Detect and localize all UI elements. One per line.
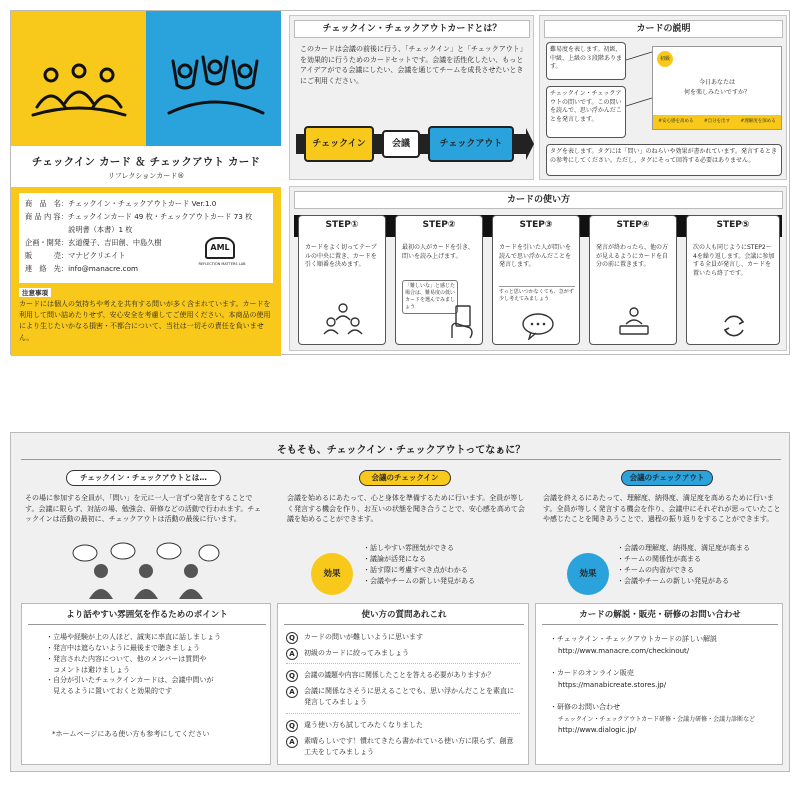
- contact-link[interactable]: http://www.dialogic.jp/: [558, 726, 637, 734]
- checkin-effects: [363, 543, 533, 586]
- point-item: ・発言された内容について、他のメンバーは質問や: [46, 654, 207, 663]
- people-at-table-icon: [323, 302, 363, 336]
- contact-link[interactable]: http://www.manacre.com/checkinout/: [558, 647, 690, 655]
- tag: #自分を出す: [703, 119, 731, 124]
- heading-divider: [21, 459, 781, 460]
- card-on-table-icon: [614, 306, 654, 336]
- step-label: STEP⑤: [716, 220, 750, 230]
- product-info-block: [11, 187, 281, 356]
- step-text: 発言が終わったら、他の方が見えるようにカードを自分の前に置きます。: [596, 244, 669, 269]
- card-desc-title: カードの説明: [544, 20, 783, 38]
- checkin-label: 会議のチェックイン: [359, 470, 451, 486]
- point-item: 見えるように置いておくと効果的です: [46, 687, 172, 696]
- howto-title: カードの使い方: [294, 191, 783, 209]
- checkout-text: 会議を終えるにあたって、理解度、納得度、満足度を高めるために行います。全員が等しく発言する機会を作り、会議中にそれぞれが思っていたことや感じたことを聞きあうことで、過程の振り返りをすることができます。: [543, 494, 781, 523]
- faq-question: カードの問いが難しいように思います: [304, 633, 423, 641]
- difficulty-note-text: 難易度を表します。初級、中級、上級の３段階あります。: [550, 46, 623, 71]
- effect-item: ・チームの内省ができる: [617, 565, 694, 574]
- point-item: ・立場や経験が上の人ほど、誠実に率直に話しましょう: [46, 633, 221, 641]
- step-label: STEP③: [519, 220, 553, 230]
- effect-item: ・会議やチームの新しい発見がある: [617, 576, 729, 585]
- tag-note: [546, 144, 782, 176]
- faq-answer: 素晴らしいです！慣れてきたら書かれている使い方に限らず、創意工夫をしてみましょう: [304, 737, 514, 756]
- point-item: ・発言中は遮らないように最後まで聴きましょう: [46, 643, 200, 652]
- faq-answer: 会議に関係なさそうに思えることでも、思い浮かんだことを素直に発言してみましょう: [304, 687, 514, 706]
- step-subnote: [499, 286, 575, 308]
- group-talking-illustration: [71, 541, 221, 601]
- notice-text: カードには個人の気持ちや考えを共有する問いが多く含まれています。カードを利用して問い詰めたりせず、安心安全を考慮してご使用ください。本商品の使用により生じたいかなる損害・不都合について、当社は一切その責任を負いません。: [19, 300, 271, 342]
- cover-title: チェックイン カード ＆ チェックアウト カード: [31, 156, 261, 168]
- points-title: より話やすい雰囲気を作るためのポイント: [66, 610, 228, 620]
- point-item: コメントは避けましょう: [46, 665, 130, 674]
- step-label: STEP①: [325, 220, 359, 230]
- sample-card-tags: [653, 115, 781, 129]
- about-text: このカードは会議の前後に行う、「チェックイン」と「チェックアウト」を効果的に行うためのカードセットです。会議を活性化したい、もっとアイデアがでる会議にしたい、会議を通じてチームを成長させたいときにご利用ください。: [300, 45, 524, 85]
- contact-divider: [542, 624, 778, 625]
- people-cheering-illustration: [163, 55, 268, 117]
- question-note: [546, 86, 626, 138]
- what-is-label: チェックイン・チェックアウトとは…: [66, 470, 221, 486]
- effect-item: ・チームの関係性が高まる: [617, 554, 701, 563]
- card-description-panel: [539, 15, 787, 180]
- checkin-effect-badge: 効果: [311, 553, 353, 595]
- points-divider: [28, 624, 266, 625]
- faq-title: 使い方の質問あれこれ: [361, 610, 447, 620]
- product-line: 連 絡 先：info@manacre.com: [25, 264, 138, 273]
- flow-arrow-head: [526, 128, 534, 160]
- contact-item-label: ・チェックイン・チェックアウトカードの詳しい解説: [550, 635, 718, 643]
- faq-item-3: [286, 718, 520, 762]
- difficulty-note: [546, 42, 626, 80]
- faq-question: 違う使い方も試してみたくなりました: [304, 721, 423, 729]
- faq-divider: [284, 624, 524, 625]
- contact-item-label: ・研修のお問い合わせ: [550, 703, 620, 711]
- logo-subtext: REFLECTION MATTERS LAB: [198, 262, 246, 266]
- step-card-2: [395, 215, 483, 345]
- contact-item-sub: チェックイン・チェックアウトカード研修・会議力研修・会議力診断など: [558, 716, 756, 723]
- speech-bubble-icon: [521, 312, 555, 340]
- step-card-4: [589, 215, 677, 345]
- contact-panel: [535, 603, 783, 765]
- product-line: 商 品 名：チェックイン・チェックアウトカード Ver.1.0: [25, 199, 217, 208]
- step-text: 最初の人がカードを引き、問いを読み上げます。: [402, 244, 474, 260]
- question-icon: Q: [286, 720, 298, 732]
- faq-item-1: [286, 630, 520, 664]
- callout-lines: [626, 46, 656, 136]
- checkout-label: 会議のチェックアウト: [621, 470, 713, 486]
- flow-checkout: チェックアウト: [428, 126, 514, 162]
- product-info-card: [19, 193, 273, 283]
- faq-answer: 初級のカードに絞ってみましょう: [304, 649, 409, 657]
- top-sheet: [10, 10, 790, 355]
- checkin-text: 会議を始めるにあたって、心と身体を準備するために行います。全員が等しく発言する機会を作り、お互いの状態を聞き合うことで、安心感を高めて会議を始めることができます。: [287, 494, 525, 523]
- tag: #理解度を深める: [740, 119, 776, 124]
- notice-label: 注意事項: [19, 288, 51, 297]
- tag: #安心感を高める: [658, 119, 694, 124]
- step-card-3: [492, 215, 580, 345]
- question-icon: Q: [286, 670, 298, 682]
- faq-item-2: [286, 668, 520, 714]
- step-text: 次の人も同じようにSTEP2〜4を繰り返します。会議に参加する全員が発言し、カードを置いたら終了です。: [693, 244, 775, 278]
- faq-panel: [277, 603, 529, 765]
- sample-card-level: 初級: [657, 51, 673, 67]
- bottom-heading: そもそも、チェックイン・チェックアウトってなぁに？: [276, 445, 526, 456]
- step-label: STEP④: [616, 220, 650, 230]
- product-line: 説明書（本書）1 枚: [25, 225, 133, 234]
- sample-card-q2: 何を楽しみたいですか？: [683, 89, 750, 96]
- points-footnote: *ホームページにある使い方も参考にしてください: [52, 730, 210, 738]
- answer-icon: A: [286, 648, 298, 660]
- sample-card-q1: 今日あなたは: [698, 79, 735, 86]
- tag-note-text: タグを表します。タグには「問い」のねらいや効果が書かれています。発言するときの参考にしてください。ただし、タグにそって回答する必要はありません。: [550, 148, 778, 164]
- product-line: 商 品 内 容：チェックインカード 49 枚・チェックアウトカード 73 枚: [25, 212, 253, 221]
- product-line: 企画・開発：玄道優子、吉田創、中島久樹: [25, 238, 162, 247]
- question-icon: Q: [286, 632, 298, 644]
- effect-item: ・話しやすい雰囲気ができる: [363, 544, 454, 552]
- about-panel: [289, 15, 534, 180]
- step-subnote-text: すっと思いつかなくても、急がず少し考えてみましょう: [499, 289, 574, 302]
- effect-item: ・議論が活発になる: [363, 554, 426, 563]
- point-item: ・自分が引いたチェックインカードは、会議中問いが: [46, 676, 214, 685]
- product-line: 販 売：マナビクリエイト: [25, 251, 126, 260]
- bottom-sheet: [10, 432, 790, 772]
- howto-panel: [289, 186, 787, 351]
- repeat-cycle-icon: [720, 312, 748, 340]
- faq-question: 会議の議題や内容に関係したことを答える必要がありますか？: [304, 671, 495, 679]
- about-title: チェックイン・チェックアウトカードとは？: [294, 20, 530, 38]
- step-text: カードを引いた人が問いを読んで思い浮かんだことを発言します。: [499, 244, 572, 269]
- contact-item-label: ・カードのオンライン販売: [550, 669, 634, 677]
- cover-subtitle: リフレクションカード®: [107, 172, 185, 180]
- hand-holding-card-icon: [448, 304, 478, 340]
- step-card-1: [298, 215, 386, 345]
- what-is-text: その場に参加する全員が、「問い」を元に一人一言ずつ発言をすることです。会議に限らず、対話の場、勉強会、研修などの活動で行われます。チェックインは活動の最初に、チェックアウトは活動の最後に行います。: [25, 494, 262, 523]
- effect-item: ・会議やチームの新しい発見がある: [363, 576, 475, 585]
- question-note-text: チェックイン・チェックアウトの問いです。この問いを読んで、思い浮かんだことを発言します。: [550, 90, 622, 124]
- answer-icon: A: [286, 686, 298, 698]
- step-subnote-text: 「難しいな」と感じた場合は、難易度の低いカードを選んでみましょう: [405, 283, 456, 310]
- step-text: カードをよく切ってテーブルの中央に置き、カードを引く順番を決めます。: [305, 244, 377, 269]
- contact-link[interactable]: https://manabicreate.stores.jp/: [558, 681, 667, 689]
- flow-meeting: 会議: [382, 130, 420, 158]
- points-list: [46, 632, 266, 697]
- flow-checkin: チェックイン: [304, 126, 374, 162]
- effect-item: ・話す際に考慮すべき点がわかる: [363, 565, 468, 574]
- step-card-5: [686, 215, 780, 345]
- points-panel: [21, 603, 271, 765]
- logo-text: AML: [210, 243, 230, 252]
- step-label: STEP②: [422, 220, 456, 230]
- checkout-effects: [617, 543, 787, 586]
- checkout-effect-badge: 効果: [567, 553, 609, 595]
- contact-title: カードの解説・販売・研修のお問い合わせ: [579, 610, 741, 620]
- effect-item: ・会議の理解度、納得度、満足度が高まる: [617, 544, 750, 552]
- sample-card: [652, 46, 782, 130]
- people-calm-illustration: [29, 63, 129, 118]
- brand-logo: [205, 237, 235, 259]
- answer-icon: A: [286, 736, 298, 748]
